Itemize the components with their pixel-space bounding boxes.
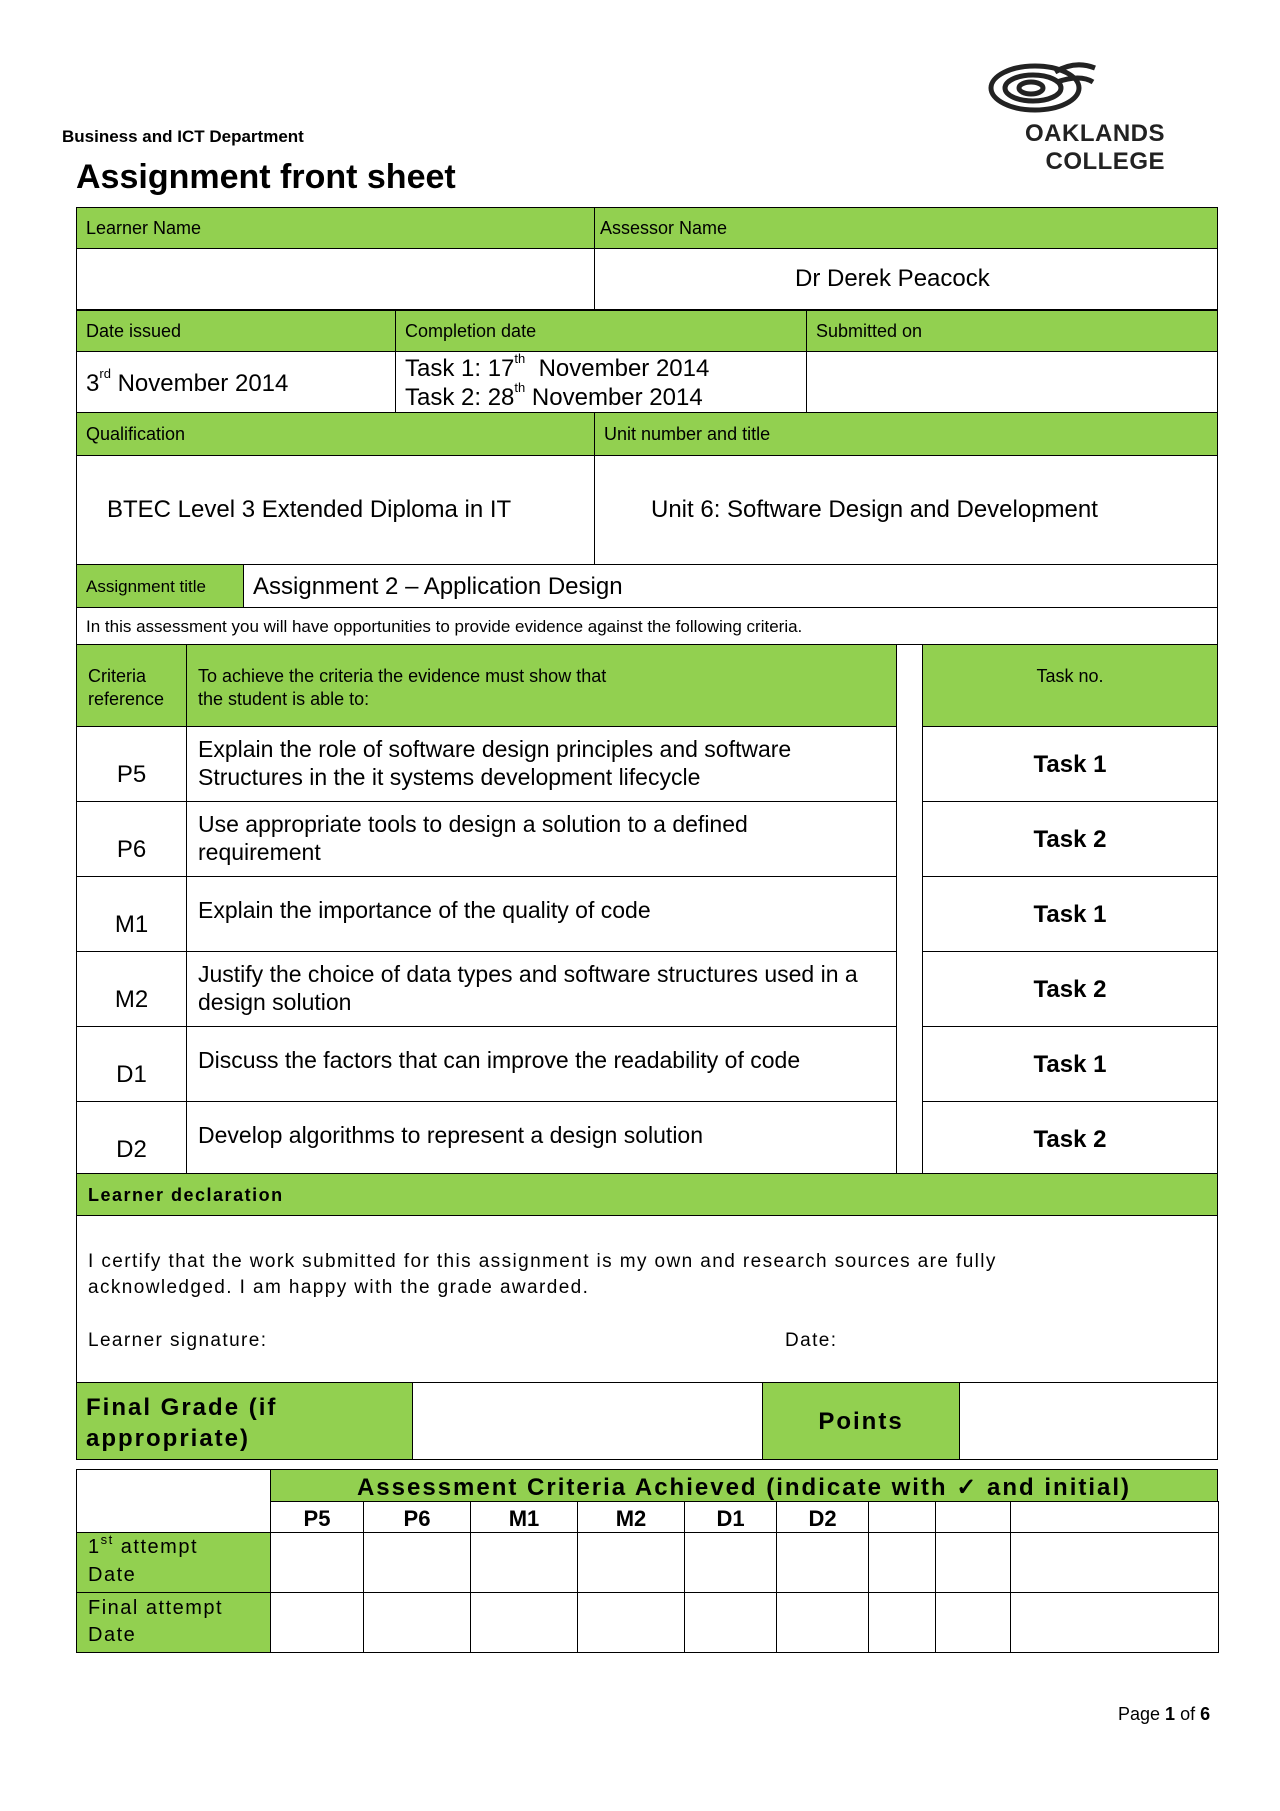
first-attempt-cell[interactable] (363, 1532, 471, 1593)
first-attempt-cell[interactable] (577, 1532, 685, 1593)
completion-date-label-cell (395, 310, 807, 352)
submitted-on-label-cell (806, 310, 1218, 352)
qualification-label-cell (76, 412, 595, 456)
final-attempt-label-cell (76, 1592, 271, 1653)
page-number: Page 1 of 6 (1118, 1704, 1211, 1724)
criteria-task-cell (922, 801, 1218, 877)
unit-value-cell (594, 455, 1218, 565)
criteria-ref: D2 (116, 1136, 147, 1163)
final-attempt-cell[interactable] (470, 1592, 578, 1653)
assignment-title-value: Assignment 2 – Application Design (253, 573, 623, 600)
declaration-heading: Learner declaration (88, 1185, 284, 1205)
completion-task2: Task 2: 28th November 2014 (405, 380, 703, 411)
first-attempt-cell[interactable] (868, 1532, 936, 1593)
learner-name-label-cell (76, 207, 595, 249)
achieved-column-label: M1 (508, 1506, 540, 1531)
criteria-ref-cell (76, 726, 187, 802)
declaration-text-line1: I certify that the work submitted for this assignment is my own and research sources are fully (88, 1251, 997, 1272)
learner-signature-label: Learner signature: (88, 1330, 268, 1351)
final-attempt-cell[interactable] (776, 1592, 869, 1653)
final-attempt-line1: Final attempt (88, 1597, 224, 1619)
points-label: Points (818, 1408, 904, 1435)
points-field[interactable] (959, 1382, 1218, 1460)
unit-label: Unit number and title (604, 424, 771, 444)
criteria-ref-cell (76, 801, 187, 877)
first-attempt-cell[interactable] (1010, 1532, 1219, 1593)
assignment-title-value-cell (243, 564, 1218, 608)
criteria-ref: M1 (114, 911, 149, 938)
criteria-evidence-line1: Explain the importance of the quality of code (198, 897, 651, 923)
declaration-header-cell (76, 1173, 1218, 1216)
assessment-intro-cell (76, 607, 1218, 645)
college-name: OAKLANDS COLLEGE (1025, 120, 1165, 175)
date-issued-label: Date issued (86, 321, 182, 341)
achieved-column-header (1010, 1501, 1219, 1533)
criteria-ref-header (76, 644, 187, 727)
criteria-task: Task 2 (1033, 1126, 1107, 1153)
date-issued-value: 3rd November 2014 (86, 366, 289, 397)
criteria-ref: P5 (116, 761, 147, 788)
criteria-evidence-cell (186, 1026, 897, 1102)
criteria-evidence-cell (186, 1101, 897, 1177)
first-attempt-label-cell (76, 1532, 271, 1593)
achieved-column-header (470, 1501, 578, 1533)
criteria-evidence-line2: requirement (198, 839, 321, 865)
assignment-title-label: Assignment title (86, 577, 206, 596)
final-attempt-cell[interactable] (363, 1592, 471, 1653)
first-attempt-cell[interactable] (684, 1532, 777, 1593)
criteria-ref: P6 (116, 836, 147, 863)
final-attempt-cell[interactable] (684, 1592, 777, 1653)
final-grade-line1: Final Grade (if (86, 1394, 278, 1421)
criteria-evidence-line2: Structures in the it systems development lifecycle (198, 764, 701, 790)
criteria-gap-column (896, 644, 923, 1174)
criteria-task: Task 2 (1033, 976, 1107, 1003)
achieved-column-header (363, 1501, 471, 1533)
final-attempt-cell[interactable] (935, 1592, 1011, 1653)
task-no-header (922, 644, 1218, 727)
criteria-task-cell (922, 726, 1218, 802)
achieved-column-header (868, 1501, 936, 1533)
criteria-task: Task 1 (1033, 1051, 1107, 1078)
criteria-task-cell (922, 1026, 1218, 1102)
first-attempt-line1: 1st attempt (88, 1532, 199, 1558)
final-attempt-cell[interactable] (1010, 1592, 1219, 1653)
final-attempt-cell[interactable] (270, 1592, 364, 1653)
criteria-task-cell (922, 951, 1218, 1027)
criteria-ref-cell (76, 1101, 187, 1177)
assessor-name-field (594, 248, 1218, 310)
achieved-column-header (577, 1501, 685, 1533)
criteria-ref-header-line1: Criteria (88, 666, 147, 686)
first-attempt-cell[interactable] (935, 1532, 1011, 1593)
completion-date-value-cell (395, 351, 807, 413)
completion-task1: Task 1: 17th November 2014 (405, 351, 710, 382)
achieved-column-label: D2 (808, 1506, 837, 1531)
criteria-evidence-line1: Develop algorithms to represent a design solution (198, 1122, 704, 1148)
achieved-column-label: P6 (403, 1506, 431, 1531)
completion-date-label: Completion date (405, 321, 537, 341)
criteria-evidence-line1: Use appropriate tools to design a solution to a defined (198, 811, 748, 837)
achieved-corner-cell (76, 1469, 271, 1533)
criteria-ref-cell (76, 876, 187, 952)
criteria-evidence-cell (186, 801, 897, 877)
criteria-ref: M2 (114, 986, 149, 1013)
assessor-name-value: Dr Derek Peacock (795, 265, 990, 292)
date-issued-label-cell (76, 310, 396, 352)
declaration-body (76, 1215, 1218, 1383)
assessor-name-label: Assessor Name (600, 218, 728, 238)
achieved-column-label: P5 (303, 1506, 331, 1531)
learner-name-label: Learner Name (86, 218, 202, 238)
criteria-task: Task 1 (1033, 751, 1107, 778)
achieved-column-label: M2 (615, 1506, 647, 1531)
department-label: Business and ICT Department (62, 127, 304, 146)
final-grade-line2: appropriate) (86, 1425, 251, 1452)
criteria-evidence-cell (186, 876, 897, 952)
criteria-evidence-line2: design solution (198, 989, 352, 1015)
criteria-task-cell (922, 876, 1218, 952)
criteria-evidence-line1: Justify the choice of data types and software structures used in a (198, 961, 858, 987)
final-grade-field[interactable] (412, 1382, 763, 1460)
final-attempt-cell[interactable] (577, 1592, 685, 1653)
page-title: Assignment front sheet (76, 158, 456, 196)
declaration-date-label: Date: (785, 1330, 838, 1351)
final-grade-label-cell (76, 1382, 413, 1460)
declaration-text-line2: acknowledged. I am happy with the grade awarded. (88, 1277, 590, 1298)
unit-label-cell (594, 412, 1218, 456)
learner-name-field[interactable] (76, 248, 595, 310)
college-logo (905, 58, 1165, 175)
criteria-task: Task 2 (1033, 826, 1107, 853)
first-attempt-line2: Date (88, 1564, 137, 1586)
assessor-name-label-cell (594, 207, 1218, 249)
criteria-evidence-cell (186, 726, 897, 802)
achieved-heading: Assessment Criteria Achieved (indicate with ✓ and initial) (356, 1474, 1132, 1501)
submitted-on-field[interactable] (806, 351, 1218, 413)
final-attempt-cell[interactable] (868, 1592, 936, 1653)
achieved-column-header (935, 1501, 1011, 1533)
submitted-on-label: Submitted on (816, 321, 923, 341)
qualification-label: Qualification (86, 424, 186, 444)
unit-value: Unit 6: Software Design and Development (651, 496, 1098, 523)
criteria-evidence-cell (186, 951, 897, 1027)
task-no-header-label: Task no. (1036, 666, 1104, 686)
criteria-ref-header-line2: reference (88, 689, 165, 709)
qualification-value: BTEC Level 3 Extended Diploma in IT (107, 496, 512, 523)
criteria-ref-cell (76, 1026, 187, 1102)
first-attempt-cell[interactable] (270, 1532, 364, 1593)
achieved-heading-cell (270, 1469, 1218, 1502)
first-attempt-cell[interactable] (776, 1532, 869, 1593)
assessment-intro: In this assessment you will have opportunities to provide evidence against the following criteria. (86, 617, 803, 636)
qualification-value-cell (76, 455, 595, 565)
criteria-evidence-line1: Explain the role of software design principles and software (198, 736, 792, 762)
criteria-task: Task 1 (1033, 901, 1107, 928)
date-issued-value-cell (76, 351, 396, 413)
achieved-column-header (684, 1501, 777, 1533)
final-attempt-line2: Date (88, 1624, 137, 1646)
evidence-header-line2: the student is able to: (198, 689, 370, 709)
achieved-column-header (776, 1501, 869, 1533)
criteria-ref-cell (76, 951, 187, 1027)
achieved-column-header (270, 1501, 364, 1533)
first-attempt-cell[interactable] (470, 1532, 578, 1593)
criteria-ref: D1 (116, 1061, 147, 1088)
assignment-title-label-cell (76, 564, 244, 608)
evidence-header-line1: To achieve the criteria the evidence must show that (198, 666, 607, 686)
criteria-evidence-line1: Discuss the factors that can improve the readability of code (198, 1047, 801, 1073)
criteria-task-cell (922, 1101, 1218, 1177)
evidence-header (186, 644, 897, 727)
achieved-column-label: D1 (716, 1506, 745, 1531)
points-label-cell (762, 1382, 960, 1460)
